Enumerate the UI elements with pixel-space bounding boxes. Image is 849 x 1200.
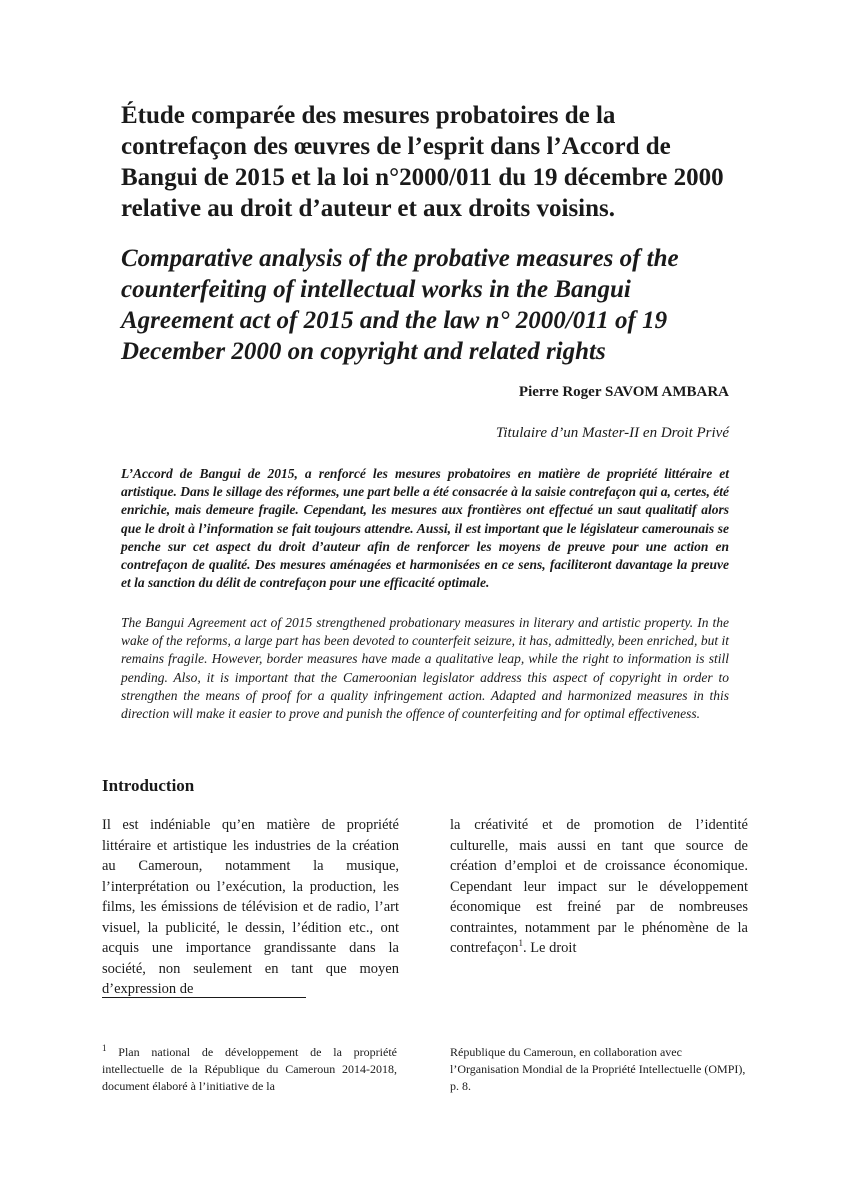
footnote-separator	[102, 997, 306, 998]
body-right-tail: . Le droit	[522, 940, 577, 956]
footnote-left-text: Plan national de développement de la propriété intellectuelle de la République du Cameroun 2014-2018, document élaboré à l’initiative de la	[102, 1045, 397, 1093]
author-affiliation: Titulaire d’un Master-II en Droit Privé	[495, 425, 729, 441]
body-column-left: Il est indéniable qu’en matière de propriété littéraire et artistique les industries de la création au Cameroun, notamment la musique, l’interprétation ou l’exécution, la production, les films, les émissions de télévision et de radio, l’art visuel, la publicité, le dessin, l’édition etc., ont acquis une importance grandissante dans la société, non seulement en tant que moyen d’expression de	[102, 817, 399, 997]
footnote-left-column	[102, 1044, 397, 1095]
footnote-right-column: République du Cameroun, en collaboration avec l’Organisation Mondial de la Propriété Intellectuelle (OMPI), p. 8.	[450, 1045, 746, 1093]
section-heading-introduction: Introduction	[102, 776, 195, 795]
author-name: Pierre Roger SAVOM AMBARA	[518, 384, 729, 400]
abstract-french: L’Accord de Bangui de 2015, a renforcé les mesures probatoires en matière de propriété littéraire et artistique. Dans le sillage des réformes, une part belle a été consacrée à la saisie contrefaçon qui a, certes, été enrichie, mais demeure fragile. Cependant, les mesures aux frontières ont effectué un saut qualitatif alors que le droit à l’information se fait toujours attendre. Aussi, il est important que le législateur camerounais se penche sur cet aspect du droit d’auteur afin de renforcer les moyens de preuve pour une action en contrefaçon de qualité. Des mesures aménagées et harmonisées en ce sens, faciliteront davantage la preuve et la sanction du délit de contrefaçon pour une efficacité optimale.	[121, 466, 729, 591]
title-english: Comparative analysis of the probative measures of the counterfeiting of intellectual works in the Bangui Agreement act of 2015 and the law n° 2000/011 of 19 December 2000 on copyright and related rights	[121, 245, 679, 365]
title-french: Étude comparée des mesures probatoires de la contrefaçon des œuvres de l’esprit dans l’Accord de Bangui de 2015 et la loi n°2000/011 du 19 décembre 2000 relative au droit d’auteur et aux droits voisins.	[121, 102, 724, 222]
footnote-number: 1	[102, 1043, 107, 1053]
abstract-english: The Bangui Agreement act of 2015 strengthened probationary measures in literary and artistic property. In the wake of the reforms, a large part has been devoted to counterfeit seizure, it has, admittedly, been enriched, but it remains fragile. However, border measures have made a qualitative leap, while the right to information is still pending. Also, it is important that the Cameroonian legislator address this aspect of copyright in order to strengthen the means of proof for a quality infringement action. Adapted and harmonized measures in this direction will make it easier to prove and punish the offence of counterfeiting and for optimal effectiveness.	[121, 615, 729, 722]
body-column-right	[450, 815, 748, 959]
footnote-reference: 1	[518, 938, 523, 949]
body-right-text: la créativité et de promotion de l’identité culturelle, mais aussi en tant que source de création d’emploi et de croissance économique. Cependant leur impact sur le développement économique est freiné par de nombreuses contraintes, notamment par le phénomène de la contrefaçon	[450, 817, 748, 956]
